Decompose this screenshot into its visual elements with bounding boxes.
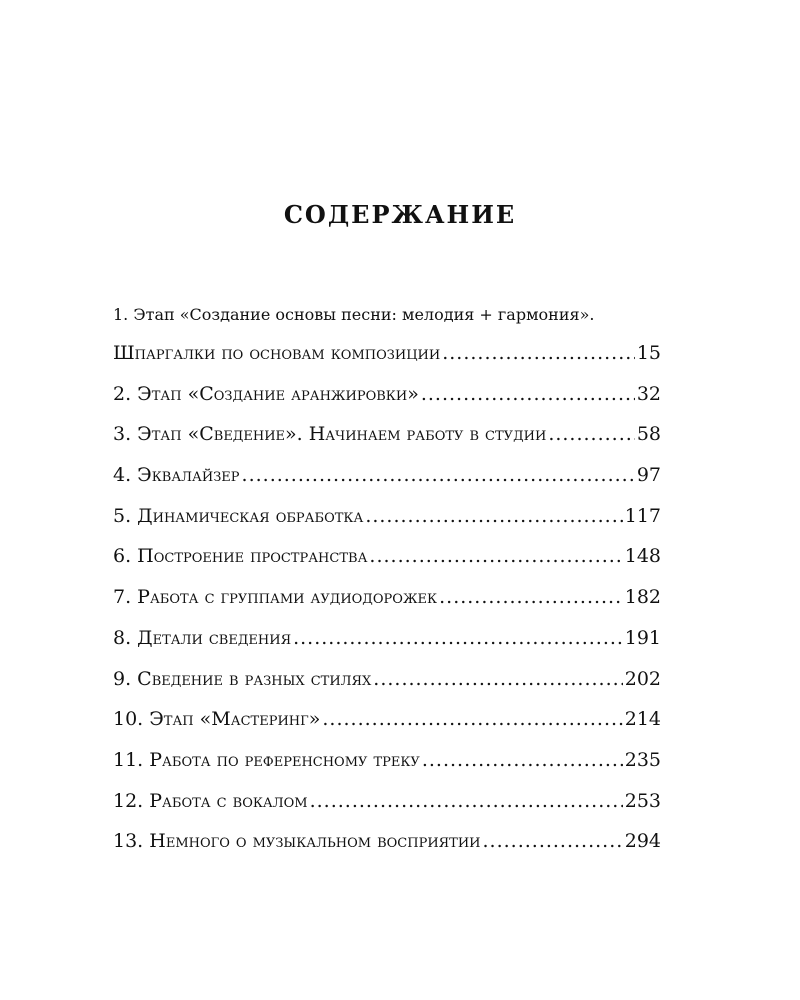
dot-leader	[242, 459, 635, 491]
toc-entry-text: 5. Динамическая обработка	[113, 504, 364, 527]
toc-entry-7	[113, 581, 661, 613]
dot-leader	[548, 418, 635, 450]
page-title: СОДЕРЖАНИЕ	[283, 200, 517, 229]
toc-page-number: 253	[624, 789, 661, 812]
toc-entry-text: 10. Этап «Мастеринг»	[113, 708, 321, 731]
toc-page-number: 117	[624, 504, 661, 527]
dot-leader	[483, 825, 623, 857]
toc-page-number: 32	[636, 382, 661, 405]
dot-leader	[365, 500, 622, 532]
toc-entry-9	[113, 663, 661, 695]
toc-page-number: 294	[624, 830, 661, 853]
dot-leader	[293, 622, 623, 654]
toc-entry-text: 6. Построение пространства	[113, 545, 368, 568]
dot-leader	[442, 337, 635, 369]
toc-entry-text: 4. Эквалайзер	[113, 464, 240, 487]
toc-entry-4	[113, 459, 661, 491]
toc-entry-5	[113, 500, 661, 532]
toc-page-number: 182	[624, 586, 661, 609]
toc-entry-text: 7. Работа с группами аудиодорожек	[113, 586, 438, 609]
toc-entry-text: 13. Немного о музыкальном восприятии	[113, 830, 481, 853]
dot-leader	[369, 540, 622, 572]
toc-page-number: 15	[636, 342, 661, 364]
dot-leader	[373, 663, 622, 695]
toc-page-number: 214	[624, 708, 661, 731]
toc-page-number: 191	[624, 626, 661, 649]
toc-page-number: 235	[624, 748, 661, 771]
toc-entry-10	[113, 703, 661, 735]
dot-leader	[421, 378, 635, 410]
toc-entry-text: 11. Работа по референсному треку	[113, 748, 420, 771]
dot-leader	[310, 785, 623, 817]
table-of-contents	[113, 305, 661, 866]
toc-page-number: 202	[624, 667, 661, 690]
toc-entry-1	[113, 337, 661, 369]
toc-entry-8	[113, 622, 661, 654]
toc-entry-13	[113, 825, 661, 857]
dot-leader	[439, 581, 623, 613]
toc-entry-6	[113, 540, 661, 572]
toc-entry-2	[113, 378, 661, 410]
toc-entry-3	[113, 418, 661, 450]
toc-entry-12	[113, 785, 661, 817]
toc-page-number: 97	[636, 464, 661, 487]
toc-entry-1-heading: 1. Этап «Создание основы песни: мелодия + гармония».	[113, 305, 595, 324]
dot-leader	[422, 744, 623, 776]
toc-entry-text: 8. Детали сведения	[113, 626, 292, 649]
toc-entry-text: 9. Сведение в разных стилях	[113, 667, 372, 690]
toc-entry-text: 12. Работа с вокалом	[113, 789, 308, 812]
toc-entry-11	[113, 744, 661, 776]
toc-entry-text: 2. Этап «Создание аранжировки»	[113, 382, 419, 405]
toc-entry-text: 3. Этап «Сведение». Начинаем работу в студии	[113, 423, 547, 446]
toc-page-number: 58	[636, 423, 661, 446]
dot-leader	[322, 703, 622, 735]
toc-page-number: 148	[624, 545, 661, 568]
toc-entry-text: Шпаргалки по основам композиции	[113, 342, 441, 364]
